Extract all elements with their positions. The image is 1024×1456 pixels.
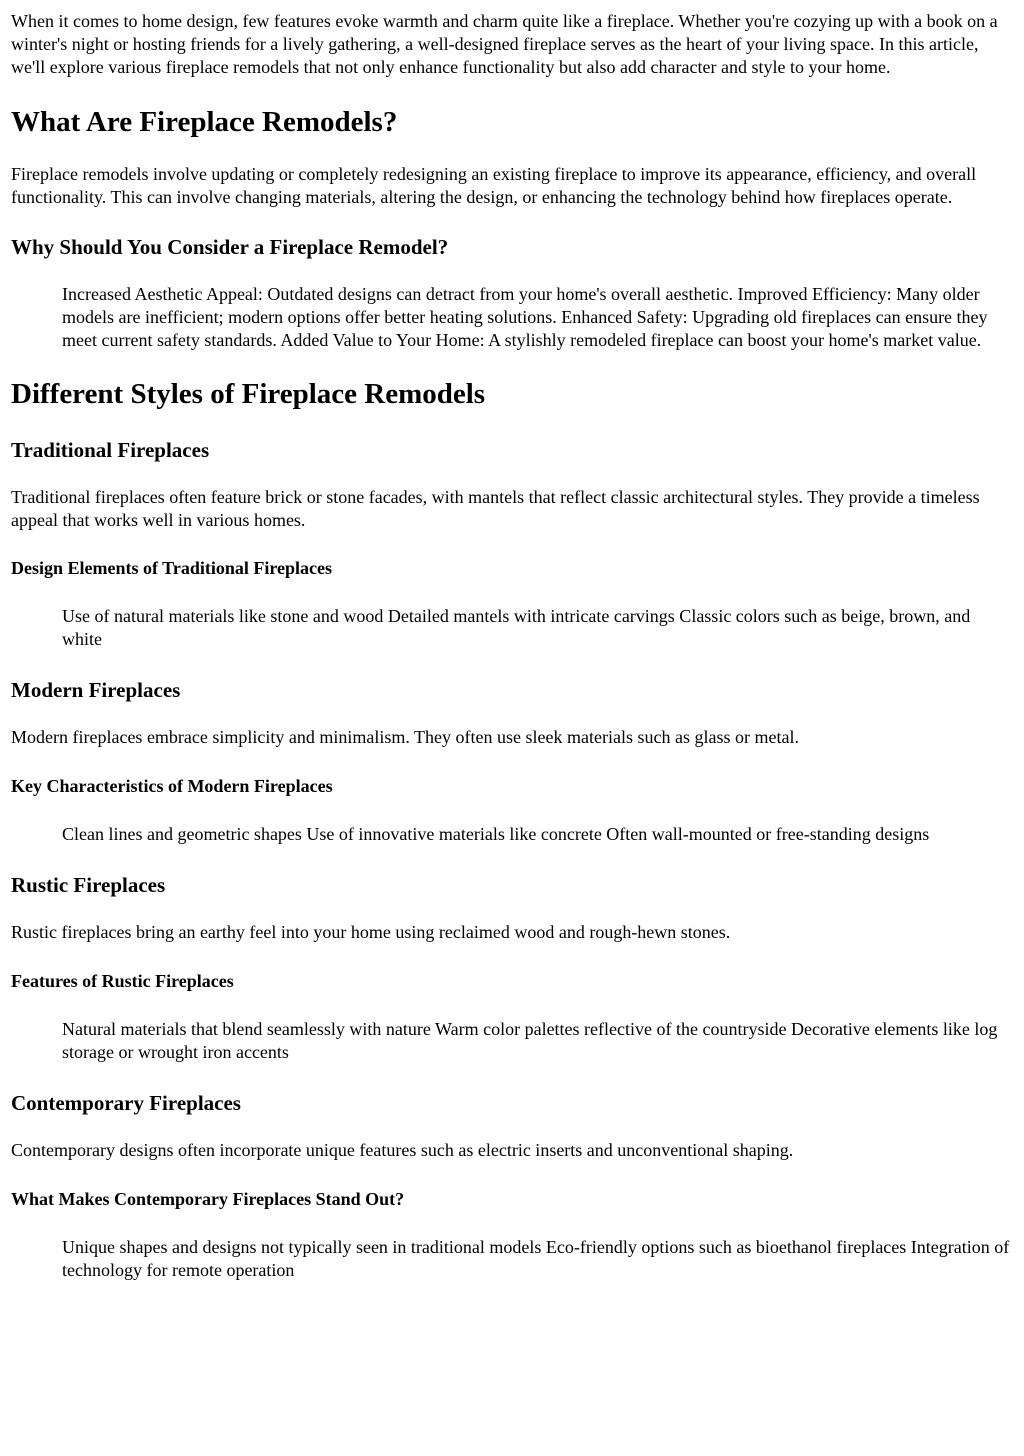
contemporary-subheading: What Makes Contemporary Fireplaces Stand Out? [11, 1189, 405, 1209]
traditional-list: Use of natural materials like stone and wood Detailed mantels with intricate carvings Classic colors such as beige, brown, and white [62, 606, 971, 649]
rustic-subheading: Features of Rustic Fireplaces [11, 971, 234, 991]
modern-heading: Modern Fireplaces [11, 678, 181, 702]
traditional-subheading: Design Elements of Traditional Fireplaces [11, 558, 332, 578]
what-heading: What Are Fireplace Remodels? [11, 106, 398, 138]
what-paragraph: Fireplace remodels involve updating or completely redesigning an existing fireplace to improve its appearance, efficiency, and overall functionality. This can involve changing materials, altering the design, or enhancing the technology behind how fireplaces operate. [11, 164, 977, 207]
contemporary-list: Unique shapes and designs not typically seen in traditional models Eco-friendly options such as bioethanol fireplaces Integration of technology for remote operation [62, 1237, 1010, 1280]
intro-paragraph: When it comes to home design, few features evoke warmth and charm quite like a fireplace. Whether you're cozying up with a book on a winter's night or hosting friends for a lively gathering, a well-designed fireplace serves as the heart of your living space. In this article, we'll explore various fireplace remodels that not only enhance functionality but also add character and style to your home. [11, 11, 998, 77]
styles-heading: Different Styles of Fireplace Remodels [11, 378, 486, 410]
contemporary-heading: Contemporary Fireplaces [11, 1091, 241, 1115]
modern-paragraph: Modern fireplaces embrace simplicity and minimalism. They often use sleek materials such as glass or metal. [11, 727, 799, 747]
rustic-heading: Rustic Fireplaces [11, 873, 166, 897]
modern-list: Clean lines and geometric shapes Use of innovative materials like concrete Often wall-mounted or free-standing designs [62, 824, 930, 844]
why-list: Increased Aesthetic Appeal: Outdated designs can detract from your home's overall aesthetic. Improved Efficiency: Many older models are inefficient; modern options offer better heating solutions. Enhanced Safety: Upgrading old fireplaces can ensure they meet current safety standards. Added Value to Your Home: A stylishly remodeled fireplace can boost your home's market value. [62, 284, 988, 350]
why-heading: Why Should You Consider a Fireplace Remodel? [11, 235, 449, 259]
rustic-paragraph: Rustic fireplaces bring an earthy feel into your home using reclaimed wood and rough-hewn stones. [11, 922, 731, 942]
contemporary-paragraph: Contemporary designs often incorporate unique features such as electric inserts and unconventional shaping. [11, 1140, 794, 1160]
rustic-list: Natural materials that blend seamlessly with nature Warm color palettes reflective of the countryside Decorative elements like log storage or wrought iron accents [62, 1019, 998, 1062]
modern-subheading: Key Characteristics of Modern Fireplaces [11, 776, 333, 796]
traditional-heading: Traditional Fireplaces [11, 438, 210, 462]
article-body [0, 10, 1024, 1282]
traditional-paragraph: Traditional fireplaces often feature brick or stone facades, with mantels that reflect classic architectural styles. They provide a timeless appeal that works well in various homes. [11, 487, 980, 530]
